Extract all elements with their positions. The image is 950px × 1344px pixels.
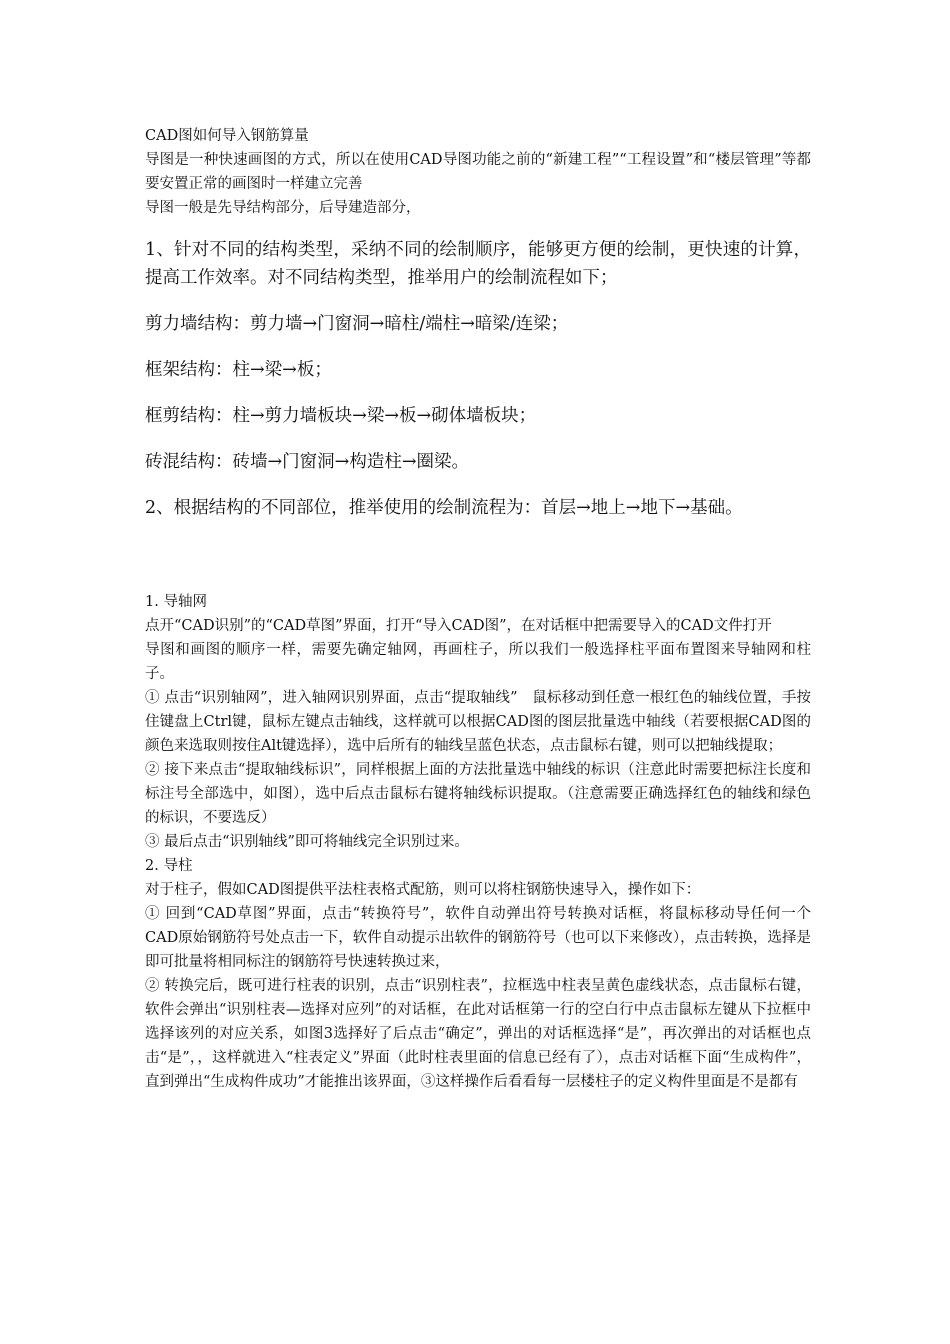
flow-brick-concrete: 砖混结构：砖墙→门窗洞→构造柱→圈梁。	[145, 452, 469, 472]
section-axis-step-3: ③ 最后点击“识别轴线”即可将轴线完全识别过来。	[145, 834, 469, 850]
section-axis-step-1: ① 点击“识别轴网”，进入轴网识别界面，点击“提取轴线” 鼠标移动到任意一根红色的轴线位置，手按住键盘上Ctrl键，鼠标左键点击轴线，这样就可以根据CAD图的图层批量选中轴线（若要根据CAD图的颜色来选取则按住Alt键选择），选中后所有的轴线呈蓝色状态，点击鼠标右键，则可以把轴线提取；	[145, 690, 811, 754]
document-page	[145, 124, 811, 1094]
section-column-step-1: ① 回到“CAD草图”界面，点击“转换符号”，软件自动弹出符号转换对话框，将鼠标移动导任何一个CAD原始钢筋符号处点击一下，软件自动提示出软件的钢筋符号（也可以下来修改），点击转换，选择是即可批量将相同标注的钢筋符号快速转换过来，	[145, 906, 811, 970]
doc-title: CAD图如何导入钢筋算量	[145, 128, 309, 144]
flow-frame-shear: 框剪结构：柱→剪力墙板块→梁→板→砌体墙板块；	[145, 406, 537, 426]
section-column-heading: 2. 导柱	[145, 858, 193, 874]
intro-paragraph-2: 导图一般是先导结构部分，后导建造部分，	[145, 200, 421, 216]
section-axis-heading: 1. 导轴网	[145, 594, 207, 610]
section-axis-paragraph-1: 点开“CAD识别”的“CAD草图”界面，打开“导入CAD图”，在对话框中把需要导入的CAD文件打开	[145, 618, 772, 634]
structure-order-paragraph: 1、针对不同的结构类型，采纳不同的绘制顺序，能够更方便的绘制，更快速的计算，提高工作效率。对不同结构类型，推举用户的绘制流程如下；	[145, 240, 811, 288]
section-column-paragraph-1: 对于柱子，假如CAD图提供平法柱表格式配筋，则可以将柱钢筋快速导入，操作如下：	[145, 882, 701, 898]
floor-order-paragraph: 2、根据结构的不同部位，推举使用的绘制流程为：首层→地上→地下→基础。	[145, 498, 743, 518]
section-column-step-2: ② 转换完后，既可进行柱表的识别，点击“识别柱表”，拉框选中柱表呈黄色虚线状态，点击鼠标右键，软件会弹出“识别柱表—选择对应列”的对话框，在此对话框第一行的空白行中点击鼠标左键从下拉框中选择该列的对应关系，如图3选择好了后点击“确定”，弹出的对话框选择“是”，再次弹出的对话框也点击“是”，，这样就进入“柱表定义”界面（此时柱表里面的信息已经有了），点击对话框下面“生成构件”，直到弹出“生成构件成功”才能推出该界面，③这样操作后看看每一层楼柱子的定义构件里面是不是都有	[145, 978, 811, 1090]
section-axis-paragraph-2: 导图和画图的顺序一样，需要先确定轴网，再画柱子，所以我们一般选择柱平面布置图来导轴网和柱子。	[145, 642, 811, 682]
section-axis-step-2: ② 接下来点击“提取轴线标识”，同样根据上面的方法批量选中轴线的标识（注意此时需要把标注长度和标注号全部选中，如图），选中后点击鼠标右键将轴线标识提取。（注意需要正确选择红色的轴线和绿色的标识，不要选反）	[145, 762, 811, 826]
flow-shear-wall: 剪力墙结构：剪力墙→门窗洞→暗柱/端柱→暗梁/连梁；	[145, 314, 569, 334]
flow-frame: 框架结构：柱→梁→板；	[145, 360, 332, 380]
intro-paragraph-1: 导图是一种快速画图的方式，所以在使用CAD导图功能之前的“新建工程”“工程设置”和“楼层管理”等都要安置正常的画图时一样建立完善	[145, 152, 811, 192]
